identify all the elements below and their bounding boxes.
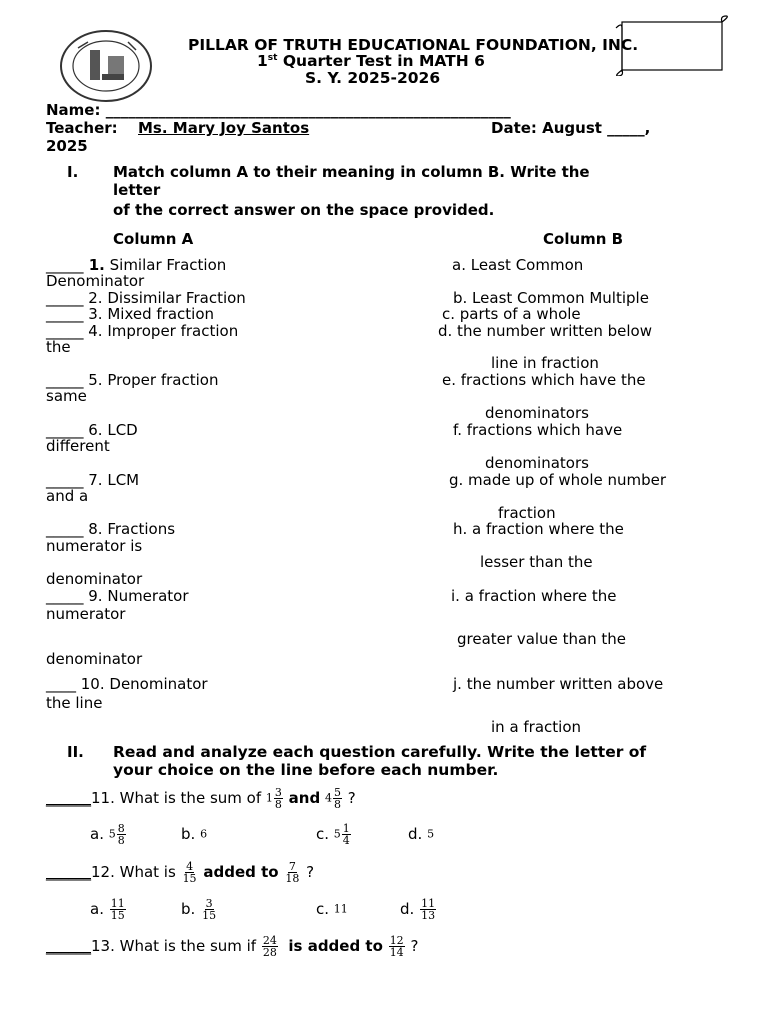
column-b-item: fraction [498, 504, 556, 522]
column-b-item: b. Least Common Multiple [453, 289, 649, 307]
column-b-item: i. a fraction where the [451, 587, 617, 605]
q12-option-a: a. $\frac{11}{15}$ [90, 897, 125, 922]
list-item: _____ 3. Mixed fraction [46, 305, 215, 323]
list-item-wrap: the [46, 338, 71, 356]
list-item-wrap: Denominator [46, 272, 145, 290]
list-item: _____ 7. LCM [46, 471, 140, 489]
column-a-header: Column A [113, 230, 194, 248]
q12-option-c: c. 11 [316, 900, 348, 918]
list-item-wrap: numerator is [46, 537, 143, 555]
column-b-item: a. Least Common [452, 256, 584, 274]
column-b-item: denominators [485, 454, 589, 472]
q12-option-b: b. $\frac{3}{15}$ [181, 897, 217, 922]
year: 2025 [46, 137, 88, 155]
column-b-item: g. made up of whole number [449, 471, 667, 489]
teacher-name: Ms. Mary Joy Santos [138, 119, 310, 137]
q12-option-d: d. $\frac{11}{13}$ [400, 897, 436, 922]
part1-instruction-1: Match column A to their meaning in column B. Write the [113, 163, 590, 181]
name-line: Name: ______________________________________________________ [46, 101, 511, 119]
column-b-item: e. fractions which have the [442, 371, 646, 389]
list-item: _____ 4. Improper fraction [46, 322, 239, 340]
column-b-item: f. fractions which have [453, 421, 623, 439]
list-item-wrap: numerator [46, 605, 126, 623]
column-b-item: line in fraction [491, 354, 599, 372]
column-b-item: j. the number written above [453, 675, 664, 693]
part1-instruction-2: letter [113, 181, 161, 199]
q11-option-b: b. 6 [181, 825, 208, 843]
column-b-item: lesser than the [480, 553, 593, 571]
part2-numeral: II. [67, 743, 84, 761]
column-b-item: h. a fraction where the [453, 520, 624, 538]
list-item: ____ 10. Denominator [46, 675, 208, 693]
column-b-header: Column B [543, 230, 624, 248]
q11-option-d: d. 5 [408, 825, 435, 843]
list-item-wrap: and a [46, 487, 89, 505]
list-item-wrap: denominator [46, 650, 143, 668]
question-11: ______11. What is the sum of 1 $\frac{3}{8}$ and 4 $\frac{5}{8}$ ? [46, 786, 356, 811]
column-b-item: denominators [485, 404, 589, 422]
date-line: Date: August _____, [491, 119, 651, 137]
school-logo [58, 28, 154, 104]
column-b-item: c. parts of a whole [442, 305, 581, 323]
test-title: 1st Quarter Test in MATH 6 [257, 52, 485, 70]
list-item: _____ 2. Dissimilar Fraction [46, 289, 246, 307]
list-item: _____ 5. Proper fraction [46, 371, 219, 389]
school-year: S. Y. 2025-2026 [305, 69, 441, 87]
list-item-wrap: denominator [46, 570, 143, 588]
q11-option-c: c. 5 $\frac{1}{4}$ [316, 822, 350, 847]
part2-instruction-2: your choice on the line before each number. [113, 761, 499, 779]
list-item: _____ 6. LCD [46, 421, 138, 439]
q11-option-a: a. 5 $\frac{8}{8}$ [90, 822, 125, 847]
column-b-item: greater value than the [457, 630, 627, 648]
list-item-wrap: different [46, 437, 110, 455]
list-item-wrap: same [46, 387, 87, 405]
question-13: ______13. What is the sum if $\frac{24}{28}$ is added to $\frac{12}{14}$ ? [46, 934, 419, 959]
list-item: _____ 9. Numerator [46, 587, 189, 605]
question-12: ______12. What is $\frac{4}{15}$ added to $\frac{7}{18}$ ? [46, 860, 315, 885]
part1-instruction-3: of the correct answer on the space provided. [113, 201, 495, 219]
list-item-wrap: the line [46, 694, 103, 712]
list-item: _____ 8. Fractions [46, 520, 176, 538]
part2-instruction-1: Read and analyze each question carefully. Write the letter of [113, 743, 647, 761]
school-name: PILLAR OF TRUTH EDUCATIONAL FOUNDATION, INC. [188, 36, 639, 54]
column-b-item: in a fraction [491, 718, 582, 736]
list-item: _____ 1. Similar Fraction [46, 256, 227, 274]
column-b-item: d. the number written below [438, 322, 652, 340]
teacher-label: Teacher: [46, 119, 118, 137]
part1-numeral: I. [67, 163, 79, 181]
